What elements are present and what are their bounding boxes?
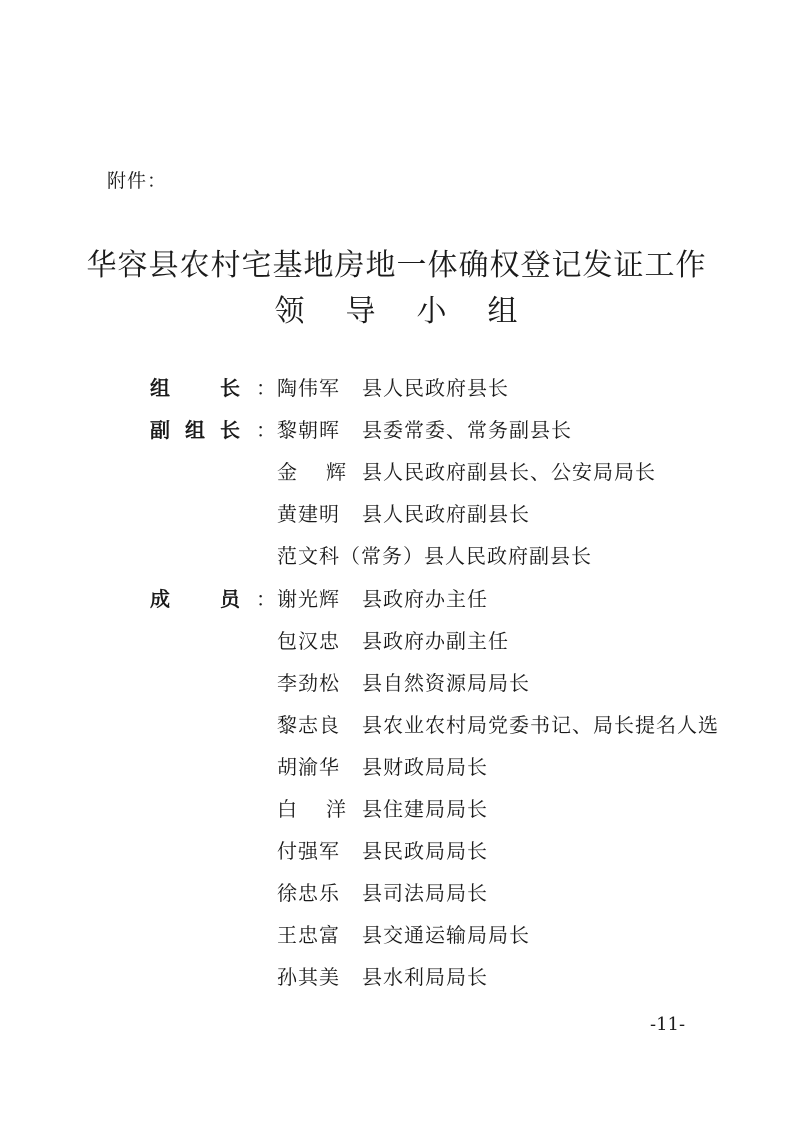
person-name: 陶伟军 bbox=[277, 376, 340, 400]
annex-label: 附件： bbox=[107, 170, 168, 192]
title-char: 小 bbox=[416, 294, 448, 329]
page-number: -11- bbox=[650, 1014, 686, 1035]
person-position: 县自然资源局局长 bbox=[362, 671, 530, 695]
person-position: 县水利局局长 bbox=[362, 965, 488, 989]
role-char: 员 bbox=[220, 587, 240, 611]
person-position: 县司法局局长 bbox=[362, 881, 488, 905]
person-position: 县交通运输局局长 bbox=[362, 923, 530, 947]
role-label-deputy bbox=[150, 416, 240, 444]
person-line: 范文科（常务）县人民政府副县长 bbox=[277, 544, 592, 568]
person-name: 孙其美 bbox=[277, 965, 340, 989]
person-position: 县农业农村局党委书记、局长提名人选 bbox=[362, 713, 719, 737]
title-char: 领 bbox=[274, 294, 306, 329]
role-char: 组 bbox=[185, 418, 205, 442]
person-position: 县住建局局长 bbox=[362, 797, 488, 821]
role-label-member bbox=[150, 585, 240, 613]
title-char: 导 bbox=[345, 294, 377, 329]
role-char: 组 bbox=[150, 376, 170, 400]
person-name: 包汉忠 bbox=[277, 629, 340, 653]
role-char: 副 bbox=[150, 418, 170, 442]
person-name: 黎朝晖 bbox=[277, 418, 340, 442]
role-colon: ： bbox=[256, 587, 276, 611]
person-name: 徐忠乐 bbox=[277, 881, 340, 905]
person-name: 金辉 bbox=[277, 460, 375, 484]
person-position: 县人民政府副县长 bbox=[362, 502, 530, 526]
person-position: 县人民政府县长 bbox=[362, 376, 509, 400]
role-colon: ： bbox=[256, 418, 276, 442]
person-position: 县政府办主任 bbox=[362, 587, 488, 611]
person-name: 胡渝华 bbox=[277, 755, 340, 779]
person-name: 王忠富 bbox=[277, 923, 340, 947]
document-title-line2 bbox=[0, 286, 793, 330]
person-name: 黎志良 bbox=[277, 713, 340, 737]
person-name: 白洋 bbox=[277, 797, 375, 821]
person-name: 李劲松 bbox=[277, 671, 340, 695]
role-label-leader bbox=[150, 374, 240, 402]
role-char: 成 bbox=[150, 587, 170, 611]
person-name: 黄建明 bbox=[277, 502, 340, 526]
title-char: 组 bbox=[487, 294, 519, 329]
person-position: 县人民政府副县长、公安局局长 bbox=[362, 460, 656, 484]
role-colon: ： bbox=[256, 376, 276, 400]
person-position: 县财政局局长 bbox=[362, 755, 488, 779]
role-char: 长 bbox=[220, 418, 240, 442]
person-position: 县委常委、常务副县长 bbox=[362, 418, 572, 442]
document-title-line1: 华容县农村宅基地房地一体确权登记发证工作 bbox=[86, 248, 707, 283]
person-position: 县政府办副主任 bbox=[362, 629, 509, 653]
person-name: 付强军 bbox=[277, 839, 340, 863]
role-char: 长 bbox=[220, 376, 240, 400]
person-name: 谢光辉 bbox=[277, 587, 340, 611]
person-position: 县民政局局长 bbox=[362, 839, 488, 863]
